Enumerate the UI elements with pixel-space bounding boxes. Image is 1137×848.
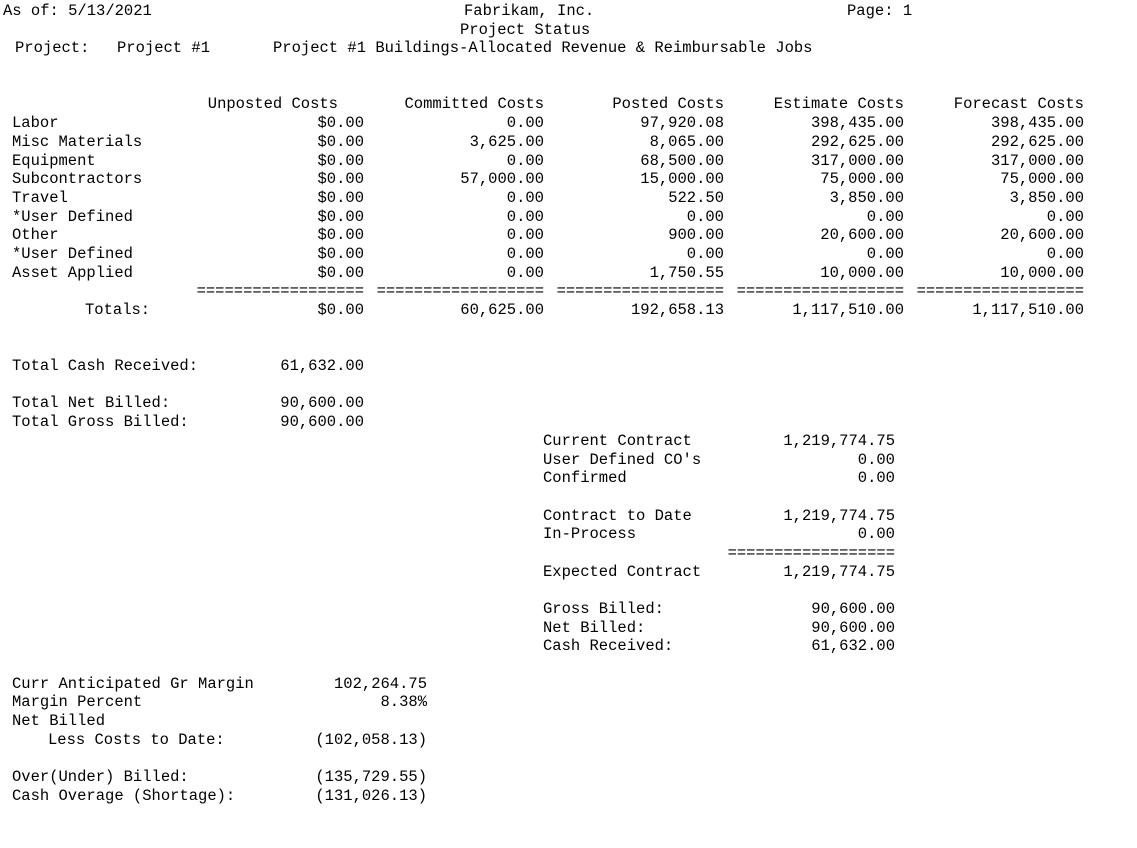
contract-label: User Defined CO's (543, 450, 702, 469)
summary-line (0, 469, 895, 488)
margin-label: Margin Percent (12, 693, 143, 712)
contract-label: Expected Contract (543, 562, 702, 581)
billing-value: 90,600.00 (280, 413, 364, 432)
cost-value: 20,600.00 (1000, 226, 1084, 245)
blank-line (0, 581, 1137, 600)
cost-value: 398,435.00 (990, 114, 1084, 133)
margin-value: 8.38% (380, 693, 427, 712)
cost-value: 10,000.00 (820, 263, 904, 282)
page-label: Page: (847, 2, 894, 20)
cost-value: 317,000.00 (810, 151, 904, 170)
column-header-posted-costs: Posted Costs (612, 95, 724, 114)
cost-value: $0.00 (317, 132, 364, 151)
column-header-forecast-costs: Forecast Costs (953, 95, 1084, 114)
contract-label: Confirmed (543, 469, 627, 488)
margin-value: 102,264.75 (333, 674, 427, 693)
margin-value: (131,026.13) (315, 786, 427, 805)
cost-value: 97,920.08 (640, 114, 724, 133)
summary-separator: ================== (727, 543, 895, 562)
totals-value: $0.00 (317, 301, 364, 319)
cost-category-label: *User Defined (12, 244, 133, 263)
totals-value: 192,658.13 (630, 301, 724, 319)
cost-value: 0.00 (506, 151, 544, 170)
billing-value: 61,632.00 (280, 357, 364, 376)
contract-value: 1,219,774.75 (783, 562, 895, 581)
cost-table-row (0, 245, 1137, 264)
summary-line (0, 357, 364, 376)
as-of-date: 5/13/2021 (68, 2, 152, 20)
project-id: Project #1 (117, 39, 211, 58)
cost-value: 10,000.00 (1000, 263, 1084, 282)
cost-value: 1,750.55 (649, 263, 724, 282)
margin-label: Over(Under) Billed: (12, 768, 189, 787)
report-title: Project Status (460, 20, 591, 39)
separator-line (0, 544, 895, 563)
summary-line (0, 507, 895, 526)
contract-label (0, 544, 543, 563)
contract-value: 61,632.00 (811, 637, 895, 656)
contract-value: 0.00 (857, 525, 895, 544)
cost-value: $0.00 (317, 170, 364, 189)
billing-label: Total Net Billed: (12, 394, 171, 413)
cost-value: 75,000.00 (820, 170, 904, 189)
report-header-line-3 (0, 39, 1137, 58)
company-name: Fabrikam, Inc. (464, 2, 595, 20)
cost-value: 8,065.00 (649, 132, 724, 151)
contract-label: In-Process (543, 525, 637, 544)
column-separator: ================== (736, 282, 904, 301)
column-separator: ================== (376, 282, 544, 301)
cost-category-label: *User Defined (12, 207, 133, 226)
cost-value: 0.00 (506, 263, 544, 282)
billing-summary (0, 357, 1137, 432)
totals-label: Totals: (85, 301, 151, 319)
report-body (0, 2, 1137, 806)
summary-line (0, 675, 427, 694)
cost-value: 0.00 (866, 244, 904, 263)
margin-value: (135,729.55) (315, 768, 427, 787)
cost-value: 75,000.00 (1000, 170, 1084, 189)
blank-line (0, 58, 1137, 77)
blank-line (0, 338, 1137, 357)
billing-value: 90,600.00 (280, 394, 364, 413)
blank-line (0, 656, 1137, 675)
blank-line (0, 750, 1137, 769)
summary-line (0, 451, 895, 470)
cost-table-row (0, 226, 1137, 245)
contract-label: Net Billed: (543, 618, 646, 637)
cost-table-corner (0, 95, 194, 114)
cost-value: 3,625.00 (469, 132, 544, 151)
contract-value: 90,600.00 (811, 618, 895, 637)
cost-category-label: Travel (12, 188, 68, 207)
cost-table-rows (0, 114, 1137, 320)
cost-table-separator-row (0, 282, 1137, 301)
margin-value: (102,058.13) (315, 730, 427, 749)
column-header-committed-costs: Committed Costs (404, 95, 544, 114)
cost-value: 0.00 (866, 207, 904, 226)
cost-category-label: Subcontractors (12, 170, 143, 189)
cost-value: $0.00 (317, 151, 364, 170)
cost-value: 0.00 (506, 114, 544, 133)
summary-line (0, 413, 364, 432)
cost-table-header-row (0, 95, 1137, 114)
cost-category-label: Asset Applied (12, 263, 133, 282)
totals-value: 1,117,510.00 (972, 301, 1084, 319)
cost-table-row (0, 114, 1137, 133)
contract-label: Contract to Date (543, 506, 692, 525)
cost-value: 68,500.00 (640, 151, 724, 170)
cost-value: 0.00 (1046, 244, 1084, 263)
blank-line (0, 376, 1137, 395)
cost-value: 317,000.00 (990, 151, 1084, 170)
column-header-unposted-costs: Unposted Costs (207, 95, 338, 114)
summary-line (0, 600, 895, 619)
page-number: 1 (902, 2, 913, 20)
summary-line (0, 394, 364, 413)
contract-summary (0, 432, 1137, 656)
cost-value: $0.00 (317, 114, 364, 133)
cost-table-totals-row (0, 301, 1137, 320)
contract-value: 0.00 (857, 469, 895, 488)
cost-value: $0.00 (317, 226, 364, 245)
margin-label: Curr Anticipated Gr Margin (12, 674, 254, 693)
cost-value: $0.00 (317, 244, 364, 263)
billing-label: Total Gross Billed: (12, 413, 189, 432)
cost-value: 3,850.00 (1009, 188, 1084, 207)
contract-value: 90,600.00 (811, 600, 895, 618)
column-header-estimate-costs: Estimate Costs (773, 95, 904, 114)
cost-value: 0.00 (1046, 207, 1084, 226)
summary-line (0, 712, 427, 731)
cost-value: 292,625.00 (810, 132, 904, 151)
summary-line (0, 768, 427, 787)
cost-value: $0.00 (317, 263, 364, 282)
summary-line (0, 525, 895, 544)
summary-line (0, 619, 895, 638)
cost-value: 20,600.00 (820, 226, 904, 245)
cost-value: 0.00 (686, 244, 724, 263)
billing-label: Total Cash Received: (12, 357, 199, 376)
summary-line (0, 787, 427, 806)
contract-value: 1,219,774.75 (783, 506, 895, 525)
cost-value: $0.00 (317, 207, 364, 226)
contract-label: Gross Billed: (543, 600, 664, 618)
project-name: Project #1 Buildings-Allocated Revenue & Reimbursable Jobs (273, 39, 813, 58)
column-separator: ================== (556, 282, 724, 301)
column-separator: ================== (196, 282, 364, 301)
contract-value: 0.00 (857, 450, 895, 469)
page-indicator (847, 2, 912, 21)
as-of (3, 2, 152, 21)
summary-line (0, 693, 427, 712)
cost-value: 57,000.00 (460, 170, 544, 189)
blank-line (0, 77, 1137, 96)
contract-value: 1,219,774.75 (783, 431, 895, 450)
summary-line (0, 432, 895, 451)
cost-value: 15,000.00 (640, 170, 724, 189)
cost-value: 3,850.00 (829, 188, 904, 207)
cost-table-row (0, 152, 1137, 171)
column-separator: ================== (916, 282, 1084, 301)
cost-value: 900.00 (668, 226, 724, 245)
cost-table-row (0, 208, 1137, 227)
cost-value: 292,625.00 (990, 132, 1084, 151)
blank-line (0, 488, 1137, 507)
separator-spacer (0, 282, 194, 301)
contract-label: Cash Received: (543, 637, 674, 656)
summary-line (0, 563, 895, 582)
contract-label: Current Contract (543, 431, 692, 450)
project-label: Project: (15, 39, 90, 58)
cost-value: 0.00 (686, 207, 724, 226)
cost-value: 0.00 (506, 244, 544, 263)
cost-value: 0.00 (506, 226, 544, 245)
cost-category-label: Other (12, 226, 59, 245)
report-header-line-1 (0, 2, 1137, 21)
summary-line (0, 731, 427, 750)
blank-line (0, 320, 1137, 339)
report-header-line-2 (0, 21, 1137, 40)
totals-value: 1,117,510.00 (792, 301, 904, 319)
cost-value: 0.00 (506, 188, 544, 207)
cost-table-row (0, 189, 1137, 208)
margin-label: Net Billed (12, 712, 106, 731)
cost-table-row (0, 133, 1137, 152)
cost-value: 522.50 (668, 188, 724, 207)
cost-table-row (0, 170, 1137, 189)
cost-category-label: Misc Materials (12, 132, 143, 151)
as-of-label: As of: (3, 2, 59, 20)
margin-label: Cash Overage (Shortage): (12, 786, 236, 805)
totals-value: 60,625.00 (460, 301, 544, 319)
cost-value: $0.00 (317, 188, 364, 207)
cost-category-label: Equipment (12, 151, 96, 170)
summary-line (0, 637, 895, 656)
cost-value: 398,435.00 (810, 114, 904, 133)
cost-category-label: Labor (12, 114, 59, 133)
margin-label: Less Costs to Date: (48, 730, 225, 749)
cost-table-row (0, 264, 1137, 283)
margin-summary (0, 675, 1137, 806)
cost-value: 0.00 (506, 207, 544, 226)
